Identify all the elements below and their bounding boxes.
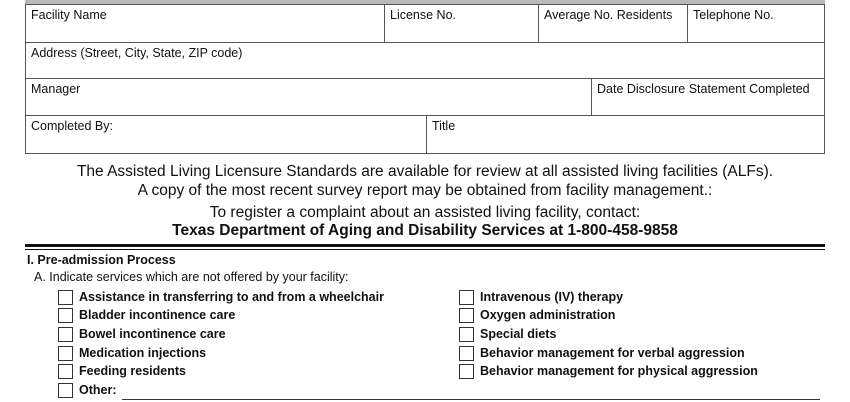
notice-standards-text: The Assisted Living Licensure Standards are available for review at all assisted living facilities (ALFs).	[76, 163, 774, 180]
completed-by-field[interactable]	[25, 115, 427, 154]
checkbox[interactable]	[459, 346, 474, 361]
telephone-field[interactable]	[687, 4, 825, 43]
service-option[interactable]	[58, 326, 226, 342]
option-label: Special diets	[480, 327, 557, 341]
license-no-label: License No.	[390, 8, 457, 22]
checkbox[interactable]	[58, 327, 73, 342]
service-option[interactable]	[459, 363, 758, 379]
notice-contact-phone: Texas Department of Aging and Disability Services at 1-800-458-9858	[172, 222, 678, 239]
checkbox[interactable]	[58, 383, 73, 398]
checkbox[interactable]	[58, 290, 73, 305]
address-label: Address (Street, City, State, ZIP code)	[31, 46, 243, 60]
facility-name-field[interactable]	[25, 4, 385, 43]
title-field[interactable]	[426, 115, 825, 154]
notice-survey-text: A copy of the most recent survey report may be obtained from facility management.:	[137, 182, 713, 199]
checkbox[interactable]	[58, 346, 73, 361]
facility-name-label: Facility Name	[31, 8, 107, 22]
license-no-field[interactable]	[384, 4, 539, 43]
checkbox[interactable]	[459, 308, 474, 323]
service-option[interactable]	[459, 326, 556, 342]
service-option-other[interactable]	[58, 382, 117, 398]
service-option[interactable]	[58, 289, 384, 305]
section-subtitle: A. Indicate services which are not offered by your facility:	[34, 270, 349, 284]
checkbox[interactable]	[459, 364, 474, 379]
average-residents-label: Average No. Residents	[544, 8, 673, 22]
other-input-line[interactable]	[122, 399, 820, 400]
option-label: Feeding residents	[79, 364, 186, 378]
service-option[interactable]	[58, 345, 206, 361]
telephone-label: Telephone No.	[693, 8, 774, 22]
service-option[interactable]	[58, 363, 186, 379]
option-label: Assistance in transferring to and from a wheelchair	[79, 290, 384, 304]
address-field[interactable]	[25, 42, 825, 79]
date-disclosure-field[interactable]	[591, 78, 825, 116]
option-label: Behavior management for verbal aggression	[480, 346, 745, 360]
title-label: Title	[432, 119, 456, 133]
checkbox[interactable]	[459, 327, 474, 342]
section-divider-thick	[25, 244, 825, 247]
checkbox[interactable]	[459, 290, 474, 305]
service-option[interactable]	[459, 289, 623, 305]
notice-complaint-text: To register a complaint about an assisted living facility, contact:	[209, 204, 641, 221]
manager-label: Manager	[31, 82, 81, 96]
option-label: Oxygen administration	[480, 308, 616, 322]
section-divider-thin	[25, 249, 825, 250]
option-label: Other:	[79, 383, 117, 397]
option-label: Bowel incontinence care	[79, 327, 226, 341]
completed-by-label: Completed By:	[31, 119, 113, 133]
checkbox[interactable]	[58, 308, 73, 323]
option-label: Bladder incontinence care	[79, 308, 236, 322]
manager-field[interactable]	[25, 78, 592, 116]
checkbox[interactable]	[58, 364, 73, 379]
date-disclosure-label: Date Disclosure Statement Completed	[597, 82, 810, 96]
service-option[interactable]	[459, 307, 615, 323]
option-label: Medication injections	[79, 346, 207, 360]
section-title: I. Pre-admission Process	[27, 253, 176, 267]
service-option[interactable]	[459, 345, 745, 361]
option-label: Behavior management for physical aggression	[480, 364, 758, 378]
option-label: Intravenous (IV) therapy	[480, 290, 624, 304]
average-residents-field[interactable]	[538, 4, 688, 43]
service-option[interactable]	[58, 307, 235, 323]
